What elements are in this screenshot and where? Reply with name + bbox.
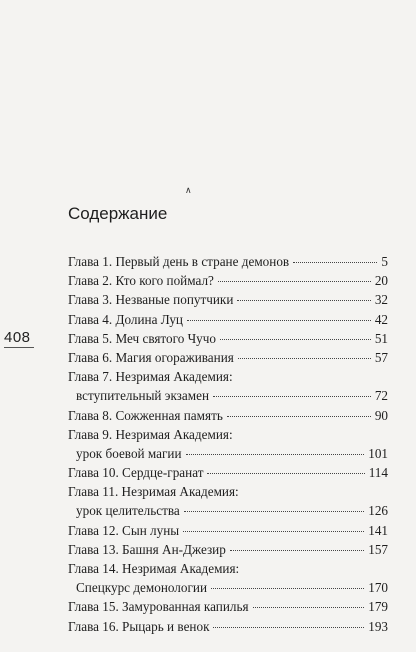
toc-entry-title: Спецкурс демонологии <box>76 580 207 596</box>
toc-dot-leader <box>218 281 371 282</box>
toc-entry <box>68 521 388 540</box>
toc-entry <box>68 617 388 636</box>
toc-entry-page: 51 <box>374 330 388 346</box>
toc-entry-title: Глава 14. Незримая Академия: <box>68 561 240 576</box>
toc-entry-continuation <box>68 501 388 520</box>
toc-dot-leader <box>227 416 371 417</box>
toc-entry-page: 57 <box>374 349 388 365</box>
toc-entry-title: Глава 2. Кто кого поймал? <box>68 273 214 289</box>
toc-entry-page: 193 <box>368 618 388 634</box>
toc-dot-leader <box>238 358 371 359</box>
toc-entry-title: Глава 3. Незваные попутчики <box>68 292 234 308</box>
toc-entry-title: Глава 4. Долина Луц <box>68 311 183 327</box>
page-number-underline <box>4 347 34 348</box>
toc-dot-leader <box>207 473 364 474</box>
toc-dot-leader <box>187 320 371 321</box>
toc-entry-page: 5 <box>381 254 388 269</box>
toc-entry-title: Глава 5. Меч святого Чучо <box>68 330 216 346</box>
toc-entry <box>68 310 388 329</box>
toc-dot-leader <box>237 300 370 301</box>
toc-entry <box>68 559 388 578</box>
toc-entry-page: 32 <box>374 292 388 308</box>
toc-entry-title: вступительный экзамен <box>76 388 209 404</box>
toc-entry <box>68 463 388 482</box>
toc-entry-continuation <box>68 578 388 597</box>
toc-entry <box>68 482 388 501</box>
toc-dot-leader <box>184 511 364 512</box>
page-number: 408 <box>4 329 31 346</box>
toc-dot-leader <box>183 531 364 532</box>
print-mark: ∧ <box>185 186 192 196</box>
toc-entry-title: Глава 12. Сын луны <box>68 522 180 538</box>
toc-entry-title: Глава 13. Башня Ан-Джезир <box>68 541 226 557</box>
toc-entry-page: 114 <box>368 465 388 481</box>
toc-entry-continuation <box>68 444 388 463</box>
toc-entry-page: 126 <box>368 503 388 519</box>
page-title: Содержание <box>68 204 168 223</box>
table-of-contents <box>68 252 388 636</box>
toc-entry-title: Глава 15. Замурованная капилья <box>68 599 249 615</box>
toc-entry <box>68 252 388 271</box>
toc-entry-page: 20 <box>374 273 388 289</box>
toc-entry-page: 72 <box>374 388 388 404</box>
toc-entry-title: Глава 10. Сердце-гранат <box>68 465 204 481</box>
toc-entry-page: 90 <box>374 407 388 423</box>
toc-entry <box>68 271 388 290</box>
toc-entry <box>68 329 388 348</box>
toc-entry-title: Глава 16. Рыцарь и венок <box>68 618 210 634</box>
toc-entry-page: 170 <box>368 580 388 596</box>
toc-entry <box>68 367 388 386</box>
toc-dot-leader <box>230 550 364 551</box>
toc-entry-title: Глава 1. Первый день в стране демонов <box>68 254 290 269</box>
toc-entry-title: Глава 9. Незримая Академия: <box>68 426 233 442</box>
toc-entry <box>68 406 388 425</box>
toc-dot-leader <box>213 627 364 628</box>
toc-entry <box>68 290 388 309</box>
toc-entry-title: Глава 11. Незримая Академия: <box>68 484 239 500</box>
toc-dot-leader <box>220 339 371 340</box>
toc-entry-page: 42 <box>374 311 388 327</box>
toc-dot-leader <box>293 262 377 263</box>
toc-entry <box>68 540 388 559</box>
toc-entry <box>68 597 388 616</box>
toc-dot-leader <box>253 607 365 608</box>
toc-dot-leader <box>211 588 364 589</box>
toc-entry-continuation <box>68 386 388 405</box>
toc-entry <box>68 425 388 444</box>
toc-dot-leader <box>213 396 371 397</box>
toc-entry-page: 141 <box>368 522 388 538</box>
toc-dot-leader <box>186 454 365 455</box>
toc-entry <box>68 348 388 367</box>
toc-entry-title: Глава 7. Незримая Академия: <box>68 369 233 385</box>
toc-entry-page: 157 <box>368 541 388 557</box>
toc-entry-page: 101 <box>368 445 388 461</box>
toc-entry-title: урок целительства <box>76 503 180 519</box>
toc-entry-title: урок боевой магии <box>76 445 182 461</box>
toc-entry-page: 179 <box>368 599 388 615</box>
toc-entry-title: Глава 6. Магия огораживания <box>68 349 234 365</box>
toc-entry-title: Глава 8. Сожженная память <box>68 407 223 423</box>
